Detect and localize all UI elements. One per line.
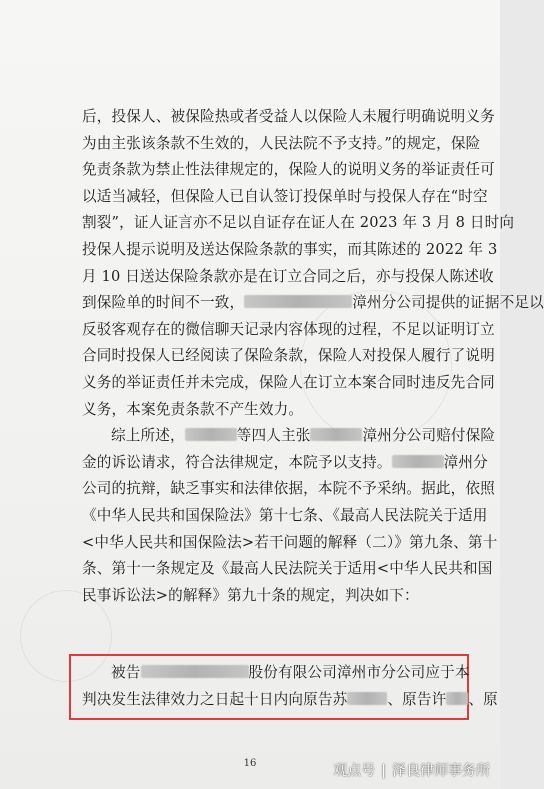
text-segment: 金的诉讼请求，符合法律规定，本院予以支持。	[82, 453, 392, 471]
redacted-name	[446, 692, 468, 705]
text-line: 条、第十一条规定及《最高人民法院关于适用<中华人民共和国	[82, 560, 493, 578]
text-line: 割裂”，证人证言亦不足以自证存在证人在 2023 年 3 月 8 日时向	[82, 214, 515, 232]
text-line: 免责条款为禁止性法律规定的，保险人的说明义务的举证责任可	[82, 161, 495, 179]
text-line: 后，投保人、被保险热或者受益人以保险人未履行明确说明义务	[82, 108, 495, 125]
text-line: 反驳客观存在的微信聊天记录内容体现的过程，不足以证明订立	[82, 320, 495, 338]
text-segment: 、原	[468, 690, 498, 708]
platform-name: 观点号	[333, 763, 376, 779]
redacted-name	[185, 428, 237, 441]
page-number: 16	[243, 758, 257, 769]
redacted-name	[392, 455, 444, 468]
text-line: 合同时投保人已经阅读了保险条款，保险人对投保人履行了说明	[82, 347, 495, 365]
text-segment: 漳州分公司赔付保险	[362, 427, 496, 445]
text-segment: 等四人主张	[236, 427, 311, 445]
text-segment: 漳州分公司提供的证据不足以	[352, 294, 544, 312]
text-segment: 漳州分	[443, 453, 488, 471]
text-segment: 到保险单的时间不一致，	[82, 294, 245, 312]
text-line: 《中华人民共和国保险法》第十七条、《最高人民法院关于适用	[82, 506, 488, 524]
text-line-with-redaction	[82, 687, 498, 714]
text-segment: 被告	[111, 664, 141, 681]
text-line: 以适当减轻，但保险人已自认签订投保单时与投保人存在“时空	[82, 187, 488, 205]
redacted-name	[310, 428, 362, 441]
redacted-name	[347, 692, 387, 705]
text-line-with-redaction	[82, 660, 498, 687]
watermark-separator: |	[381, 763, 386, 779]
redacted-company	[141, 665, 249, 678]
judgment-text	[82, 660, 498, 713]
text-line-with-redaction	[82, 423, 496, 450]
text-line-with-redaction	[82, 290, 544, 317]
redacted-name	[244, 295, 352, 308]
source-watermark	[333, 760, 490, 780]
text-line: 义务，本案免责条款不产生效力。	[82, 400, 304, 418]
text-segment: 、原告许	[387, 690, 447, 708]
text-segment: 综上所述，	[111, 427, 185, 445]
author-name: 泽良律师事务所	[392, 763, 490, 779]
text-segment: 判决发生法律效力之日起十日内向原告苏	[82, 690, 348, 708]
text-line-with-redaction	[82, 450, 488, 477]
body-text	[82, 104, 544, 609]
text-line: <中华人民共和国保险法>若干问题的解释（二）》第九条、第十	[82, 533, 498, 551]
text-line: 月 10 日送达保险条款亦是在订立合同之后，亦与投保人陈述收	[82, 267, 494, 285]
text-line: 公司的抗辩，缺乏事实和法律依据，本院不予采纳。据此，依照	[82, 480, 495, 498]
text-line: 民事诉讼法>的解释》第九十条的规定，判决如下：	[82, 586, 419, 604]
text-line: 为由主张该条款不生效的，人民法院不予支持。”的规定，保险	[82, 134, 481, 152]
text-line: 投保人提示说明及送达保险条款的事实，而其陈述的 2022 年 3	[82, 240, 498, 258]
text-segment: 股份有限公司漳州市分公司应于本	[248, 664, 470, 681]
text-line: 义务的举证责任并未完成，保险人在订立本案合同时违反先合同	[82, 373, 495, 391]
